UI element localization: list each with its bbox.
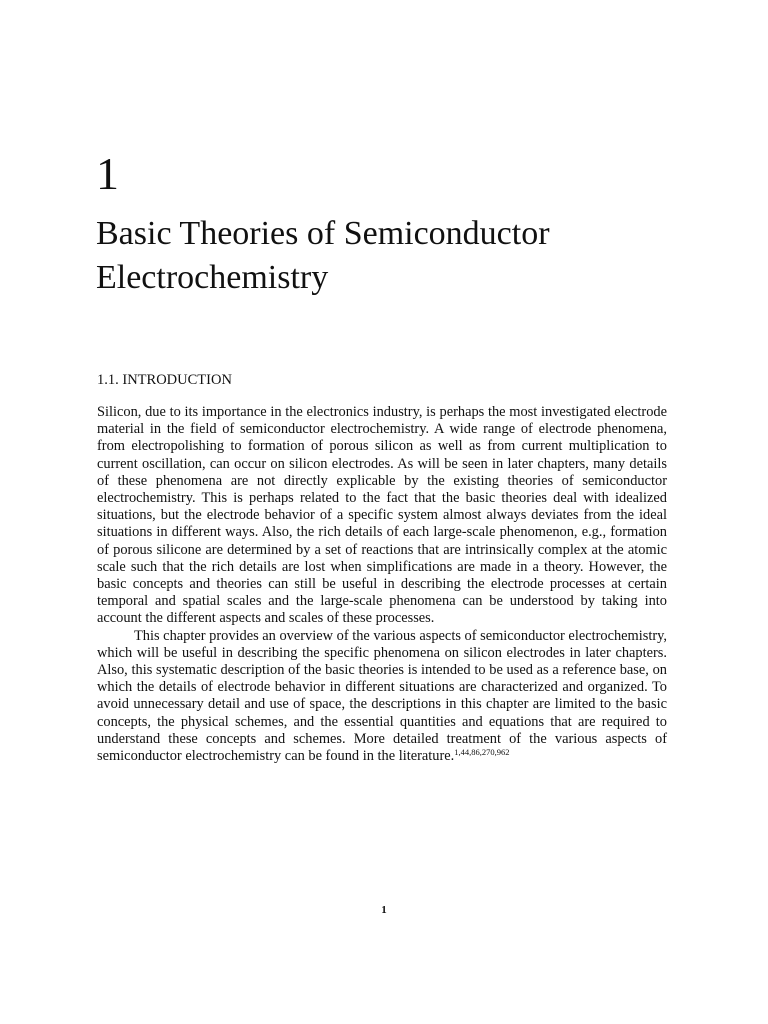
chapter-title bbox=[96, 212, 696, 300]
section-heading: 1.1. INTRODUCTION bbox=[97, 372, 232, 388]
chapter-number: 1 bbox=[96, 148, 119, 199]
chapter-title-line-2: Electrochemistry bbox=[96, 259, 329, 296]
paragraph-1: Silicon, due to its importance in the electronics industry, is perhaps the most investigated electrode material in the field of semiconductor electrochemistry. A wide range of electrode phenomena, from electropolishing to formation of porous silicon as well as from current multiplication to current oscillation, can occur on silicon electrodes. As will be seen in later chapters, many details of these phenomena are not directly explicable by the existing theories of semiconductor electrochemistry. This is perhaps related to the fact that the basic theories deal with idealized situations, but the electrode behavior of a specific system almost always deviates from the ideal situations in different ways. Also, the rich details of each large-scale phenomenon, e.g., formation of porous silicone are determined by a set of reactions that are intrinsically complex at the atomic scale such that the rich details are lost when simplifications are made in a theory. However, the basic concepts and theories can still be useful in describing the electrode processes at certain temporal and spatial scales and the large-scale phenomena can be understood by taking into account the different aspects and scales of these processes. bbox=[97, 404, 667, 627]
paragraph-2 bbox=[97, 628, 667, 766]
page-number: 1 bbox=[381, 904, 387, 916]
section-body bbox=[97, 404, 667, 765]
chapter-title-line-1: Basic Theories of Semiconductor bbox=[96, 215, 550, 252]
paragraph-2-text: This chapter provides an overview of the various aspects of semiconductor electrochemistry, which will be useful in describing the specific phenomena on silicon electrodes in later chapters. Also, this systematic description of the basic theories is intended to be used as a reference base, on which the details of electrode behavior in different situations are characterized and organized. To avoid unnecessary detail and use of space, the descriptions in this chapter are limited to the basic concepts, the physical schemes, and the essential quantities and equations that are required to understand these concepts and schemes. More detailed treatment of the various aspects of semiconductor electrochemistry can be found in the literature. bbox=[97, 627, 667, 765]
reference-citation: 1,44,86,270,962 bbox=[454, 747, 510, 758]
